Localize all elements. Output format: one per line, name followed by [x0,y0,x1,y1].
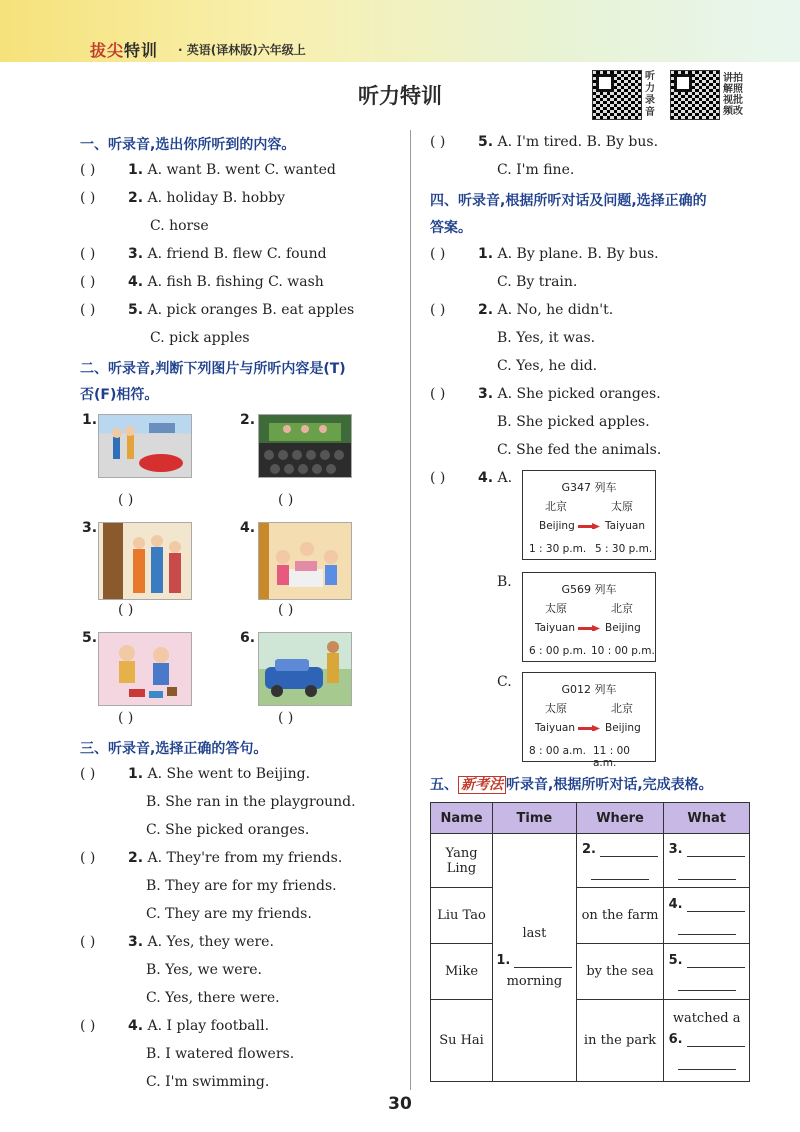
section-3-heading: 三、听录音,选择正确的答句。 [80,741,268,757]
section-2-heading: 二、听录音,判断下列图片与所听内容是(T) [80,361,346,377]
section-4-heading: 四、听录音,根据所听对话及问题,选择正确的 [430,193,707,209]
what-cell [664,944,750,1000]
picture-toys-play [98,632,192,706]
s1-item-3 [80,246,327,262]
option-a-label: A. [497,470,513,486]
picture-label: 6. [240,630,256,646]
option-b: B. She picked apples. [497,414,650,430]
item-options: A. By plane. B. By bus. [497,246,659,262]
ticket-train: G347 列车 [561,481,617,494]
qr-code-icon[interactable] [670,70,720,120]
item-option-c: C. horse [150,218,209,234]
ticket-from-cn: 北京 [545,500,567,513]
s4-item-4 [430,470,512,486]
what-text: watched a [672,1011,741,1026]
name-cell: Mike [431,944,493,1000]
ticket-train: G012 列车 [561,683,617,696]
time-last: last [522,926,547,941]
item-option-c: C. I'm fine. [497,162,575,178]
blank-1[interactable] [514,955,572,968]
item-option-c: C. By train. [497,274,578,290]
blank-2b[interactable] [591,867,649,880]
picture-washing-car [258,632,352,706]
picture-stage-audience [258,414,352,478]
brand-logo [90,38,158,61]
answer-paren[interactable]: ( ) [80,246,96,262]
ticket-to-en: Taiyuan [605,520,645,532]
ticket-from-en: Beijing [539,520,575,532]
answer-paren[interactable]: ( ) [430,134,446,150]
qr1-char: 听 [645,71,655,82]
item-number: 4. [128,274,144,290]
qr-code-icon[interactable] [592,70,642,120]
ticket-arr: 5 : 30 p.m. [595,543,653,555]
blank-6[interactable] [687,1034,745,1047]
train-ticket-c[interactable] [522,672,656,769]
blank-4[interactable] [687,899,745,912]
blank-5b[interactable] [678,978,736,991]
blank-number: 1. [496,953,511,968]
qr2-char: 频 [723,106,733,117]
item-number: 5. [478,134,494,150]
option-c: C. Yes, he did. [497,358,598,374]
col-header-time: Time [493,803,577,834]
ticket-arr: 10 : 00 p.m. [591,645,655,657]
qr2-char: 改 [733,106,743,117]
qr-explain[interactable] [670,70,745,120]
name-cell: Liu Tao [431,888,493,944]
answer-table [430,802,750,1082]
picture-label: 3. [82,520,98,536]
col-header-name: Name [431,803,493,834]
red-arrow-icon [578,523,600,529]
ticket-dep: 6 : 00 p.m. [529,645,587,657]
answer-paren[interactable]: ( ) [118,710,134,726]
qr1-char: 录 [645,95,655,106]
train-ticket-a[interactable] [522,470,656,560]
qr2-char: 视 [723,95,733,106]
item-options: A. want B. went C. wanted [147,162,336,178]
section-5-text: 听录音,根据所听对话,完成表格。 [506,777,713,793]
qr2-char: 讲 [723,73,733,84]
picture-label: 2. [240,412,256,428]
option-b-label: B. [497,574,512,590]
answer-paren[interactable]: ( ) [430,302,446,318]
section-2-heading-cont: 否(F)相符。 [80,387,159,403]
time-cell [493,834,577,1082]
col-header-what: What [664,803,750,834]
item-number: 3. [478,386,494,402]
item-number: 2. [478,302,494,318]
item-options: A. I'm tired. B. By bus. [497,134,659,150]
option-a: A. No, he didn't. [497,302,614,318]
item-options: A. friend B. flew C. found [147,246,327,262]
name-cell: Yang Ling [431,834,493,888]
picture-label: 5. [82,630,98,646]
option-b: B. Yes, it was. [497,330,596,346]
s1-item-2 [80,190,285,206]
option-c: C. I'm swimming. [146,1074,270,1090]
s1-item-4 [80,274,324,290]
answer-paren[interactable]: ( ) [80,274,96,290]
picture-children-car [98,414,192,478]
blank-5[interactable] [687,955,745,968]
s1-item-5 [80,302,354,318]
ticket-from-en: Taiyuan [535,722,575,734]
answer-paren[interactable]: ( ) [278,602,294,618]
answer-paren[interactable]: ( ) [80,766,96,782]
column-divider [410,130,411,1090]
s3-item-2 [80,850,342,866]
item-options: A. fish B. fishing C. wash [147,274,324,290]
picture-label: 4. [240,520,256,536]
blank-2[interactable] [600,844,658,857]
item-options: A. holiday B. hobby [147,190,286,206]
answer-paren[interactable]: ( ) [80,162,96,178]
what-cell [664,888,750,944]
answer-paren[interactable]: ( ) [80,302,96,318]
ticket-arr: 11 : 00 a.m. [593,745,630,769]
ticket-to-cn: 北京 [611,602,633,615]
answer-paren[interactable]: ( ) [430,386,446,402]
qr2-char: 解 [723,84,733,95]
item-number: 5. [128,302,144,318]
qr2-char: 拍 [733,73,743,84]
option-a: A. They're from my friends. [147,850,343,866]
option-b: B. I watered flowers. [146,1046,295,1062]
answer-paren[interactable]: ( ) [430,470,446,486]
section-1-heading: 一、听录音,选出你所听到的内容。 [80,137,296,153]
option-b: B. Yes, we were. [146,962,262,978]
section-4-heading-cont: 答案。 [430,220,472,236]
red-arrow-icon [578,725,600,731]
s4-item-3 [430,386,661,402]
book-subtitle: · 英语(译林版)六年级上 [178,43,306,57]
answer-paren[interactable]: ( ) [80,934,96,950]
what-cell [664,1000,750,1082]
blank-number: 3. [668,841,683,857]
s3-item-3 [80,934,274,950]
brand-part-b: 特训 [124,41,159,60]
answer-paren[interactable]: ( ) [118,602,134,618]
item-option-c: C. pick apples [150,330,250,346]
option-c: C. She picked oranges. [146,822,310,838]
ticket-dep: 1 : 30 p.m. [529,543,587,555]
ticket-to-en: Beijing [605,722,641,734]
ticket-from-cn: 太原 [545,602,567,615]
answer-paren[interactable]: ( ) [278,492,294,508]
name-cell: Su Hai [431,1000,493,1082]
blank-3[interactable] [687,844,745,857]
option-c: C. She fed the animals. [497,442,662,458]
s4-item-1 [430,246,659,262]
s3-item-1 [80,766,310,782]
item-number: 3. [128,246,144,262]
col-header-where: Where [576,803,664,834]
ticket-from-en: Taiyuan [535,622,575,634]
picture-label: 1. [82,412,98,428]
item-number: 1. [128,766,144,782]
item-number: 4. [478,470,494,486]
item-options: A. pick oranges B. eat apples [147,302,355,318]
section-5-heading [430,774,713,794]
answer-paren[interactable]: ( ) [80,850,96,866]
train-ticket-b[interactable] [522,572,656,662]
option-b: B. She ran in the playground. [146,794,356,810]
where-cell: in the park [576,1000,664,1082]
qr1-char: 音 [645,107,655,118]
item-number: 3. [128,934,144,950]
red-arrow-icon [578,625,600,631]
s3-item-5 [430,134,658,150]
ticket-to-cn: 太原 [611,500,633,513]
qr-listening[interactable] [592,70,655,120]
option-b: B. They are for my friends. [146,878,337,894]
blank-number: 4. [668,896,683,912]
answer-paren[interactable]: ( ) [80,190,96,206]
blank-number: 5. [668,952,683,968]
section-5-num: 五、 [430,777,458,793]
option-c-label: C. [497,674,512,690]
blank-6b[interactable] [678,1057,736,1070]
where-cell [576,834,664,888]
ticket-train: G569 列车 [561,583,617,596]
qr2-char: 照 [733,84,743,95]
qr1-char: 力 [645,83,655,94]
picture-birthday-party [258,522,352,600]
qr2-char: 批 [733,95,743,106]
blank-4b[interactable] [678,922,736,935]
new-format-tag: 新考法 [458,776,506,794]
answer-paren[interactable]: ( ) [430,246,446,262]
answer-paren[interactable]: ( ) [118,492,134,508]
item-number: 1. [128,162,144,178]
item-number: 2. [128,850,144,866]
s1-item-1 [80,162,336,178]
option-a: A. Yes, they were. [147,934,274,950]
item-number: 4. [128,1018,144,1034]
picture-door-greeting [98,522,192,600]
answer-paren[interactable]: ( ) [278,710,294,726]
ticket-to-en: Beijing [605,622,641,634]
time-morning: morning [506,974,563,989]
item-number: 1. [478,246,494,262]
page-number: 30 [388,1094,412,1114]
blank-3b[interactable] [678,867,736,880]
ticket-dep: 8 : 00 a.m. [529,745,586,757]
ticket-from-cn: 太原 [545,702,567,715]
page-title: 听力特训 [358,84,442,108]
s4-item-2 [430,302,613,318]
brand-part-a: 拔尖 [90,41,125,60]
option-a: A. She picked oranges. [497,386,661,402]
where-cell: by the sea [576,944,664,1000]
blank-number: 2. [581,841,596,857]
s3-item-4 [80,1018,269,1034]
where-cell: on the farm [576,888,664,944]
ticket-to-cn: 北京 [611,702,633,715]
option-c: C. Yes, there were. [146,990,280,1006]
option-a: A. I play football. [147,1018,270,1034]
what-cell [664,834,750,888]
option-c: C. They are my friends. [146,906,312,922]
answer-paren[interactable]: ( ) [80,1018,96,1034]
blank-number: 6. [668,1032,683,1047]
item-number: 2. [128,190,144,206]
option-a: A. She went to Beijing. [147,766,311,782]
